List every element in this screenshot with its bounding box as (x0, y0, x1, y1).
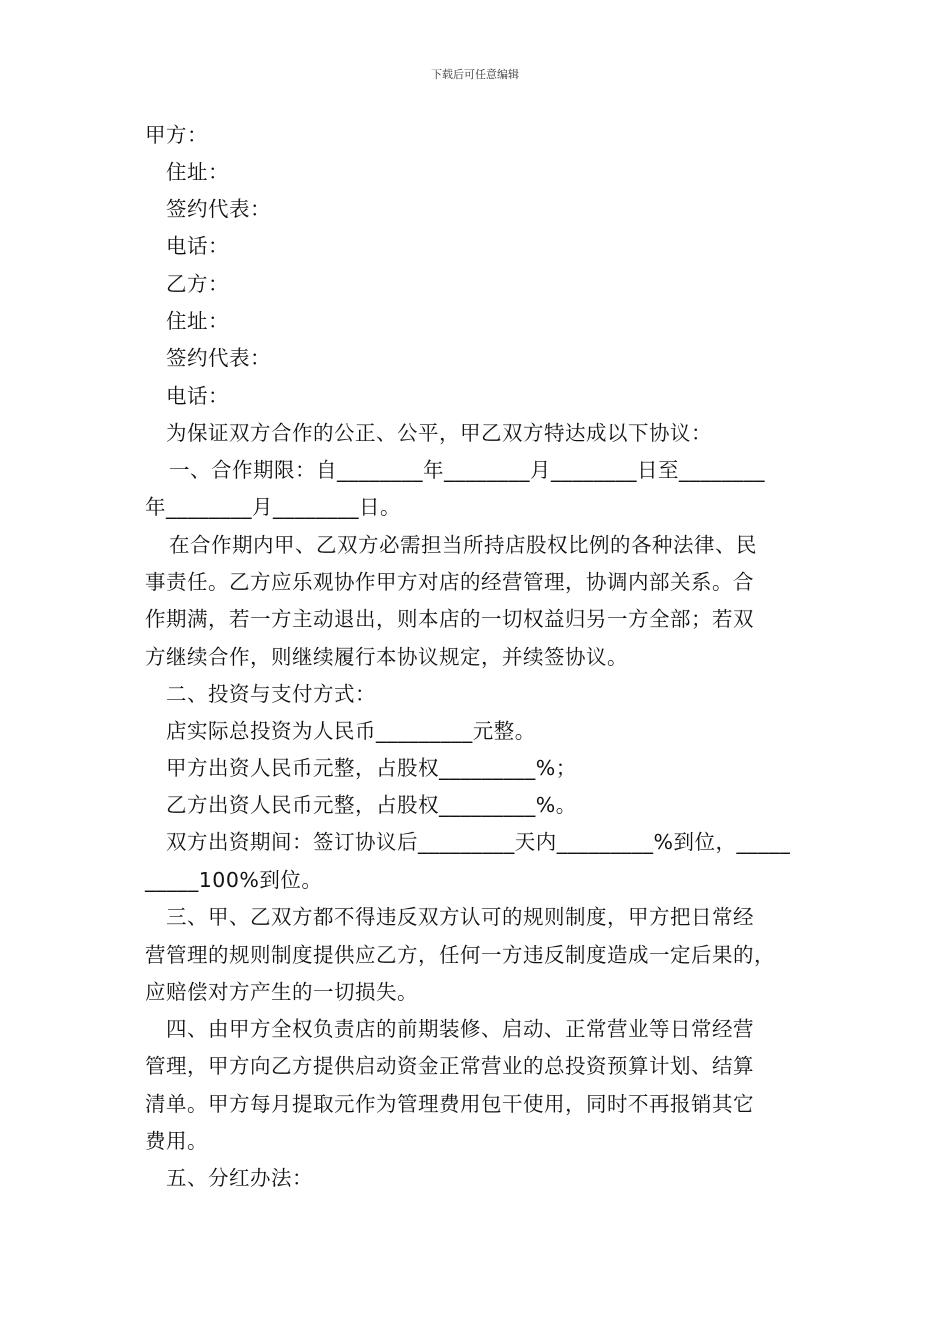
clause-3-paragraph-line: 应赔偿对方产生的一切损失。 (145, 980, 418, 1004)
party-a-label: 甲方： (145, 123, 208, 147)
clause-5-heading: 五、分红办法： (166, 1166, 313, 1190)
clause-3-paragraph-line: 三、甲、乙双方都不得违反双方认可的规则制度，甲方把日常经 (166, 905, 754, 929)
clause-1-paragraph-line: 方继续合作，则继续履行本协议规定，并续签协议。 (145, 645, 628, 669)
party-b-representative: 签约代表： (166, 346, 271, 370)
party-b-address: 住址： (166, 309, 229, 333)
contribution-period-cont: _____100%到位。 (145, 868, 323, 892)
clause-2-heading: 二、投资与支付方式： (166, 682, 376, 706)
party-a-contribution: 甲方出资人民币元整，占股权_________%； (166, 756, 577, 780)
clause-1-term: 一、合作期限：自________年________月________日至________ (169, 458, 765, 482)
clause-1-paragraph-line: 事责任。乙方应乐观协作甲方对店的经营管理，协调内部关系。合 (145, 570, 754, 594)
clause-4-paragraph-line: 清单。甲方每月提取元作为管理费用包干使用，同时不再报销其它 (145, 1092, 754, 1116)
clause-4-paragraph-line: 四、由甲方全权负责店的前期装修、启动、正常营业等日常经营 (166, 1017, 754, 1041)
party-a-address: 住址： (166, 160, 229, 184)
clause-3-paragraph-line: 营管理的规则制度提供应乙方，任何一方违反制度造成一定后果的， (145, 943, 775, 967)
clause-1-paragraph-line: 在合作期内甲、乙双方必需担当所持店股权比例的各种法律、民 (169, 533, 757, 557)
clause-1-paragraph-line: 作期满，若一方主动退出，则本店的一切权益归另一方全部；若双 (145, 607, 754, 631)
document-header-note: 下载后可任意编辑 (431, 68, 519, 81)
party-a-phone: 电话： (166, 234, 229, 258)
clause-4-paragraph-line: 费用。 (145, 1129, 208, 1153)
party-a-representative: 签约代表： (166, 197, 271, 221)
contribution-period: 双方出资期间：签订协议后_________天内_________%到位，_____ (166, 830, 791, 854)
total-investment: 店实际总投资为人民币_________元整。 (166, 719, 536, 743)
preamble: 为保证双方合作的公正、公平，甲乙双方特达成以下协议： (166, 421, 712, 445)
clause-1-term-cont: 年________月________日。 (145, 495, 401, 519)
party-b-contribution: 乙方出资人民币元整，占股权_________%。 (166, 793, 577, 817)
party-b-phone: 电话： (166, 384, 229, 408)
clause-4-paragraph-line: 管理，甲方向乙方提供启动资金正常营业的总投资预算计划、结算 (145, 1054, 754, 1078)
party-b-label: 乙方： (166, 272, 229, 296)
